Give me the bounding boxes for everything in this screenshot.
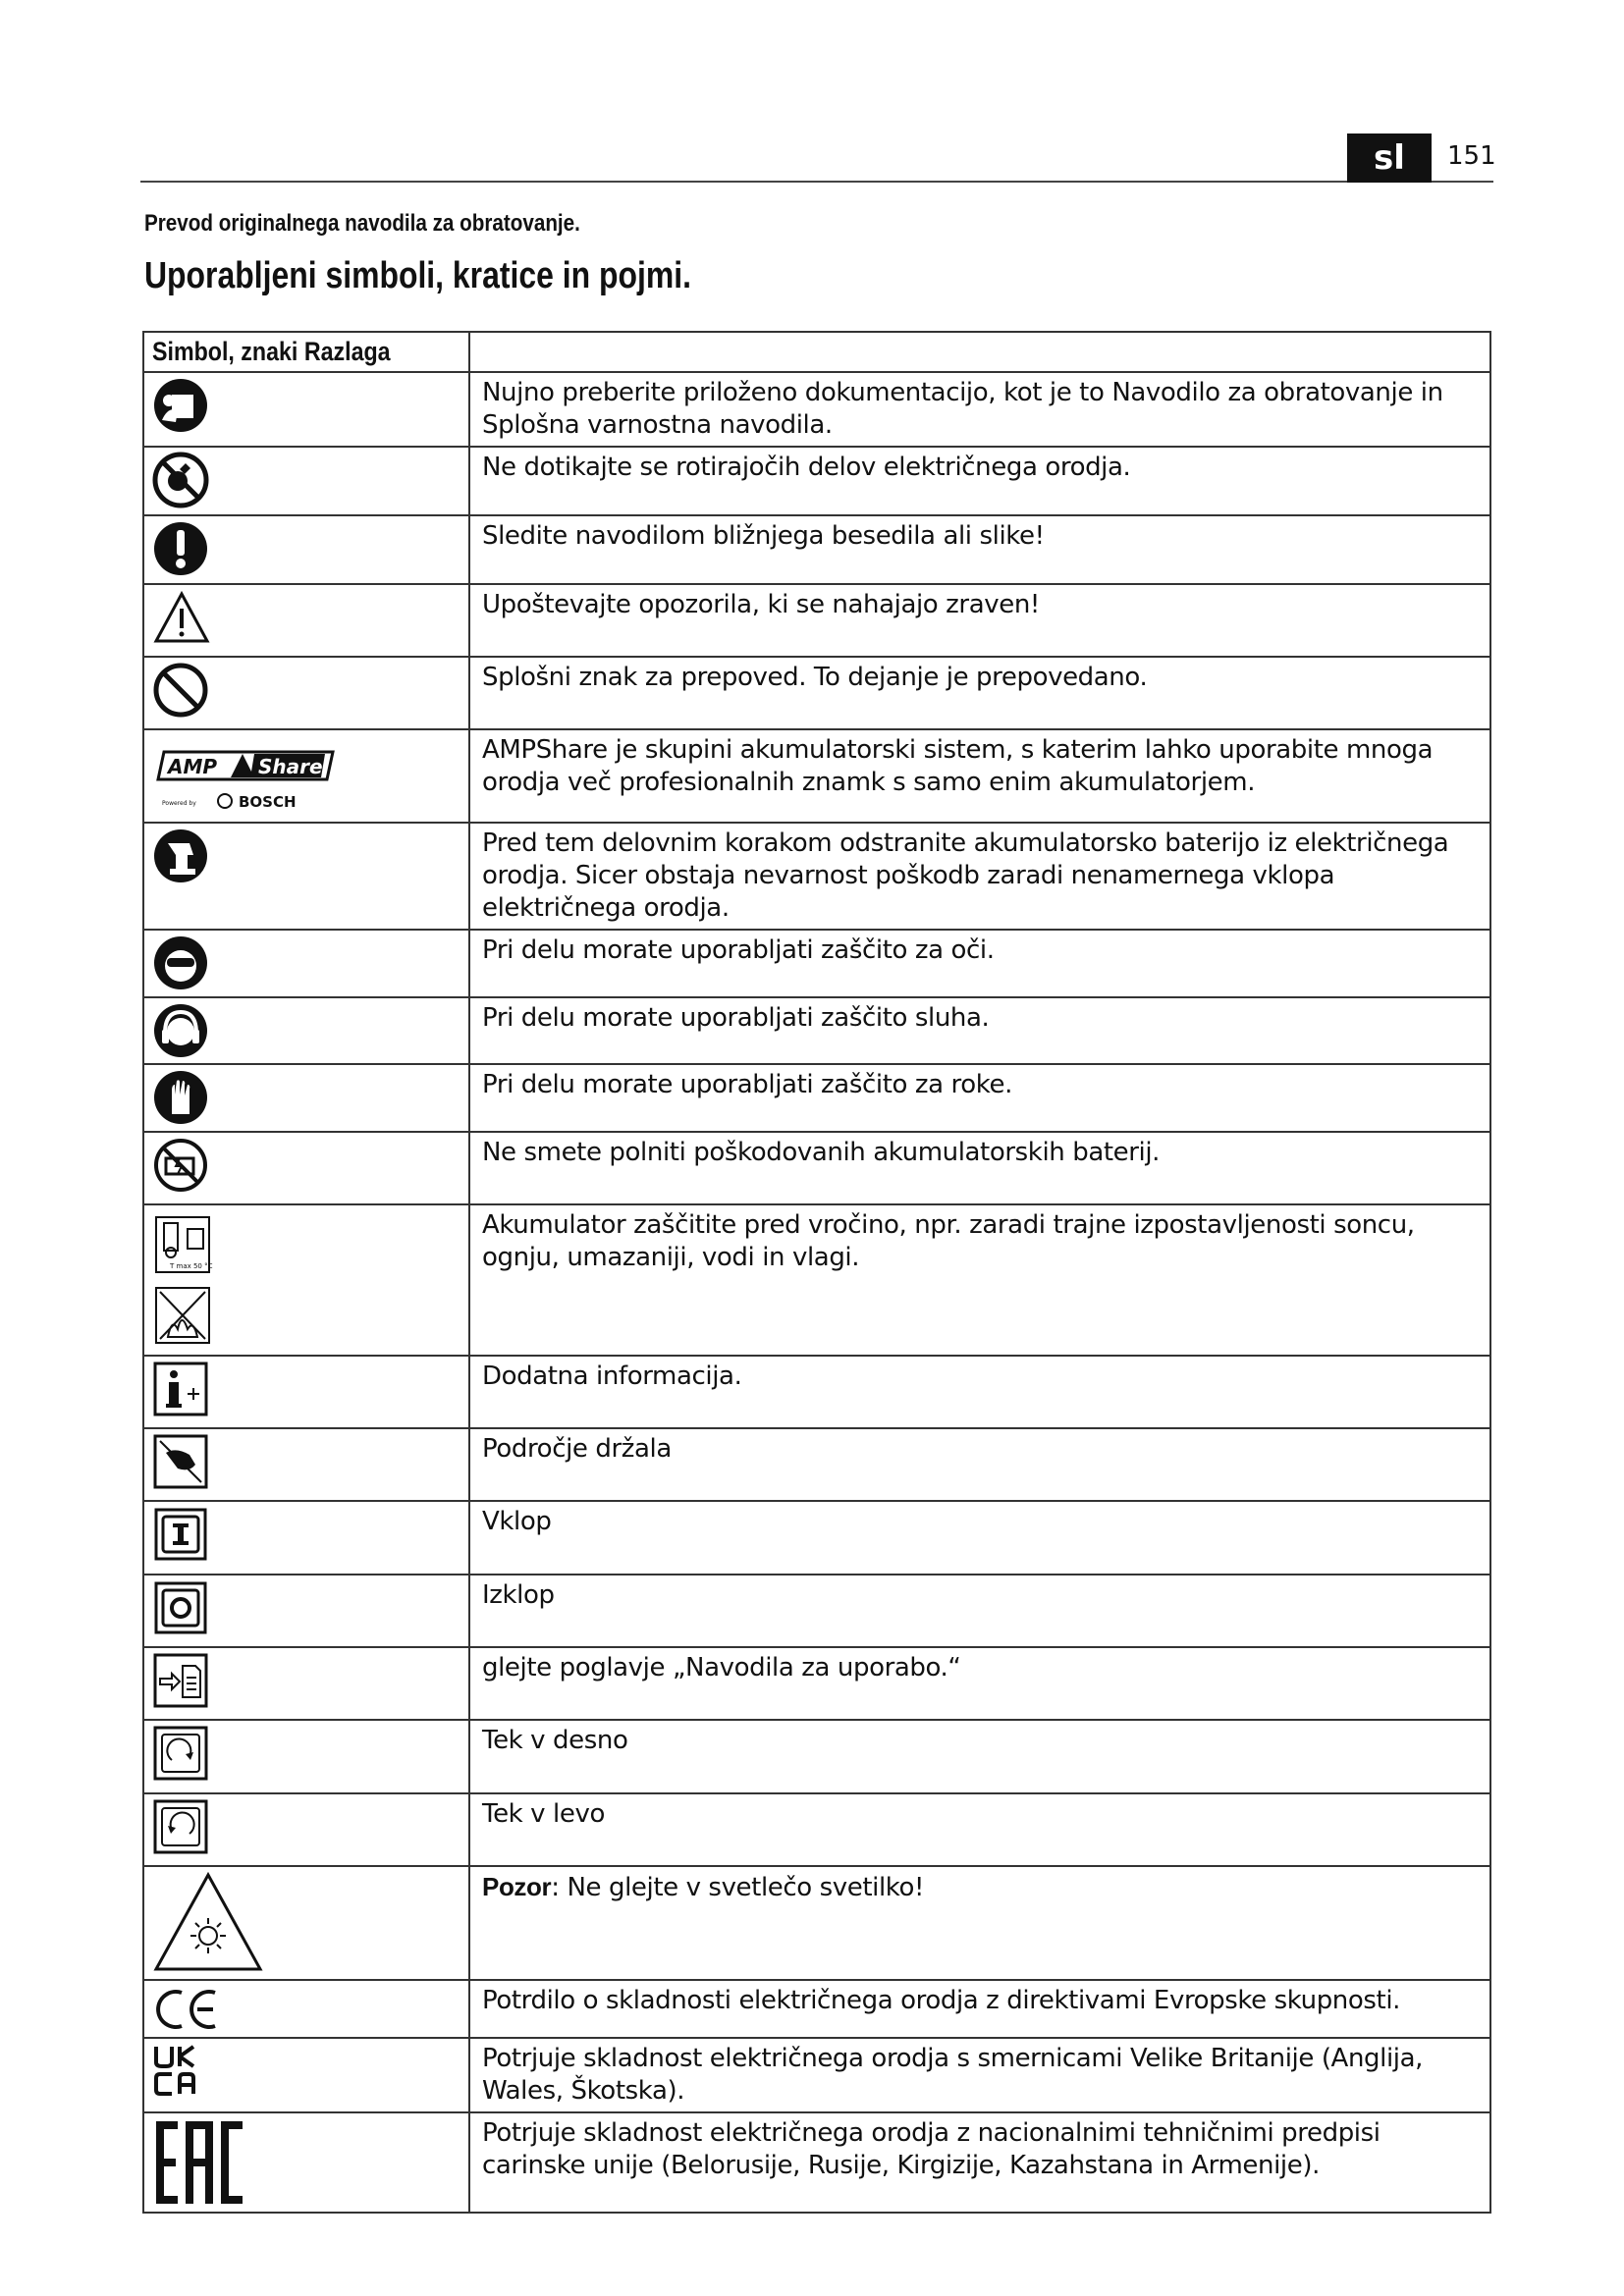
remove-battery-icon xyxy=(152,828,460,884)
header-cell-symbol: Simbol, znaki Razlaga xyxy=(143,332,469,372)
table-row: Vklop xyxy=(143,1501,1490,1575)
warning-triangle-icon xyxy=(152,589,460,646)
document-subtitle: Prevod originalnega navodila za obratovanje. xyxy=(144,210,580,237)
table-header-row xyxy=(143,332,1490,372)
bright-light-warning-icon xyxy=(152,1871,460,1973)
ampshare-logo xyxy=(152,734,460,813)
hand-protection-icon xyxy=(152,1069,460,1126)
table-row: Dodatna informacija. xyxy=(143,1356,1490,1428)
info-plus-icon xyxy=(152,1361,460,1417)
table-row: Tek v desno xyxy=(143,1720,1490,1793)
page-number: 151 xyxy=(1447,141,1496,171)
prohibition-icon xyxy=(152,662,460,719)
table-row: Potrdilo o skladnosti električnega orodja z direktivami Evropske skupnosti. xyxy=(143,1980,1490,2038)
grip-area-icon xyxy=(152,1433,460,1490)
table-row: T max 50 °C Akumulator zaščitite pred vročino, npr. zaradi trajne izpostavljenosti soncu, ognju, umazaniji, vodi in vlagi. xyxy=(143,1204,1490,1356)
ampshare-logo-powered: Powered by xyxy=(162,800,196,807)
table-row: Ne smete polniti poškodovanih akumulatorskih baterij. xyxy=(143,1132,1490,1204)
read-manual-icon xyxy=(152,377,460,434)
power-off-icon xyxy=(152,1579,460,1636)
language-badge: sl xyxy=(1347,133,1432,183)
table-row: Pri delu morate uporabljati zaščito za roke. xyxy=(143,1064,1490,1132)
eye-protection-icon xyxy=(152,934,460,991)
exclamation-icon xyxy=(152,520,460,577)
eac-mark-icon xyxy=(152,2117,460,2208)
no-charge-damaged-battery-icon xyxy=(152,1137,460,1194)
battery-heat-icon xyxy=(152,1209,460,1351)
table-row: Potrjuje skladnost električnega orodja z nacionalnimi tehničnimi predpisi carinske unije (Belorusije, Rusije, Kirgizije, Kazahstana in Armenije). xyxy=(143,2112,1490,2213)
table-row: Izklop xyxy=(143,1575,1490,1647)
table-row: Tek v levo xyxy=(143,1793,1490,1866)
table-row: Sledite navodilom bližnjega besedila ali slike! xyxy=(143,515,1490,584)
table-row: Upoštevajte opozorila, ki se nahajajo zraven! xyxy=(143,584,1490,657)
table-row: Pri delu morate uporabljati zaščito za oči. xyxy=(143,930,1490,997)
ukca-mark-icon xyxy=(152,2043,460,2098)
see-chapter-icon xyxy=(152,1652,460,1709)
ampshare-logo-bosch: BOSCH xyxy=(239,793,297,811)
rotate-right-icon xyxy=(152,1725,460,1782)
header-cell-empty xyxy=(469,332,1490,372)
ear-protection-icon xyxy=(152,1002,460,1059)
document-title: Uporabljeni simboli, kratice in pojmi. xyxy=(144,255,691,296)
table-row: Pri delu morate uporabljati zaščito sluha. xyxy=(143,997,1490,1064)
table-row: Nujno preberite priloženo dokumentacijo, kot je to Navodilo za obratovanje in Splošna varnostna navodila. xyxy=(143,372,1490,447)
header-rule xyxy=(140,181,1493,183)
table-row: Potrjuje skladnost električnega orodja s smernicami Velike Britanije (Anglija, Wales, Škotska). xyxy=(143,2038,1490,2112)
ce-mark-icon xyxy=(152,1985,460,2032)
ampshare-logo-share: Share xyxy=(258,755,323,778)
table-row: Pozor: Ne glejte v svetlečo svetilko! xyxy=(143,1866,1490,1980)
table-row: Pred tem delovnim korakom odstranite akumulatorsko baterijo iz električnega orodja. Sicer obstaja nevarnost poškodb zaradi nenamernega vklopa električnega orodja. xyxy=(143,823,1490,930)
table-row: Področje držala xyxy=(143,1428,1490,1501)
ampshare-logo-amp: AMP xyxy=(168,755,218,778)
table-row: Ne dotikajte se rotirajočih delov električnega orodja. xyxy=(143,447,1490,515)
symbols-table xyxy=(142,331,1491,2214)
do-not-touch-rotating-icon xyxy=(152,452,460,508)
table-row: AMP Share Powered by BOSCH AMPShare je skupini akumulatorski sistem, s katerim lahko uporabite mnoga orodja več profesionalnih znamk s samo enim akumulatorjem. xyxy=(143,729,1490,823)
rotate-left-icon xyxy=(152,1798,460,1855)
temp-label: T max 50 °C xyxy=(170,1262,213,1270)
power-on-icon xyxy=(152,1506,460,1563)
table-row: Splošni znak za prepoved. To dejanje je prepovedano. xyxy=(143,657,1490,729)
table-row: glejte poglavje „Navodila za uporabo.“ xyxy=(143,1647,1490,1720)
